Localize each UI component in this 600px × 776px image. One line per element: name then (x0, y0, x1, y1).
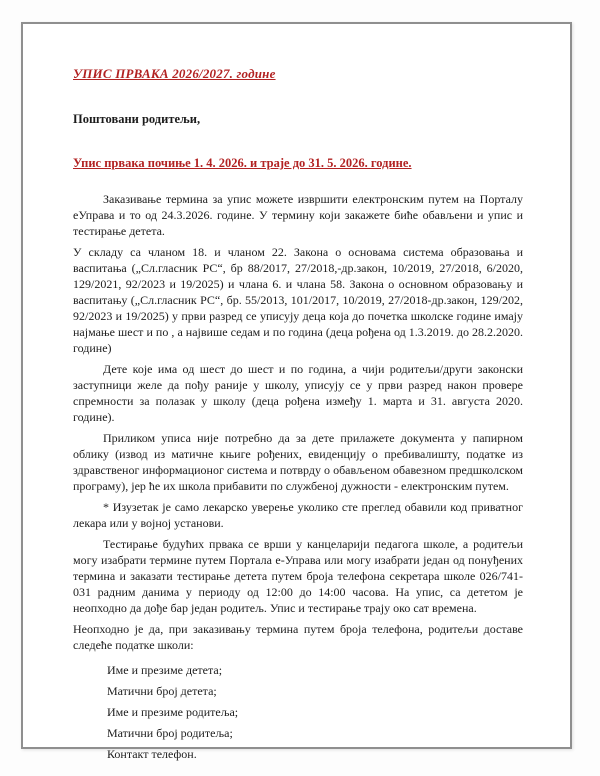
enrollment-period-highlight: Упис првака почиње 1. 4. 2026. и траје до 31. 5. 2026. године. (73, 156, 412, 170)
document-title: УПИС ПРВАКА 2026/2027. године (73, 66, 276, 81)
list-item-parent-name: Име и презиме родитеља; (107, 705, 239, 719)
document-page (21, 22, 572, 761)
paragraph-scheduling: Заказивање термина за упис можете извршити електронским путем на Порталу еУправа и то од 24.3.2026. године. У термину који закажете биће обављени и упис и тестирање детета. (73, 192, 523, 238)
list-item-child-name: Име и презиме детета; (107, 663, 223, 677)
list-item-parent-id-number: Матични број родитеља; (107, 726, 233, 740)
greeting-line: Поштовани родитељи, (73, 112, 201, 126)
paragraph-required-data-intro: Неопходно је да, при заказивању термина путем броја телефона, родитељи доставе следеће податке школи: (73, 622, 523, 652)
required-data-list (73, 662, 523, 762)
paragraph-early-enrollment: Дете које има од шест до шест и по година, а чији родитељи/други законски заступници желе да пођу раније у школу, уписују се у први разред након провере спремности за полазак у школу (деца рођена између 1. марта и 31. августа 2020. године). (73, 362, 523, 424)
paragraph-exception-note: * Изузетак је само лекарско уверење уколико сте преглед обавили код приватног лекара или у војној установи. (73, 500, 523, 530)
paragraph-law-reference: У складу са чланом 18. и чланом 22. Закона о основама система образовања и васпитања („Сл.гласник РС“, бр 88/2017, 27/2018,-др.закон, 10/2019, 27/2018, 6/2020, 129/2021, 92/2023 и 19/2025) и члана 6. и члана 58. Закона о основном образовању и васпитању („Сл.гласник РС“, бр. 55/2013, 101/2017, 10/2019, 27/2018-др.закон, 129/202, 92/2023 и 19/2025) у први разред се уписују деца која до почетка школске године имају најмање шест и по , а највише седам и по година (деца рођена од 1.3.2019. до 28.2.2020. године) (73, 245, 523, 355)
document-content (23, 24, 570, 762)
list-item-child-id-number: Матични број детета; (107, 684, 217, 698)
paragraph-no-paper-documents: Приликом уписа није потребно да за дете прилажете документа у папирном облику (извод из матичне књиге рођених, евиденцију о пребивалишту, податке из здравственог информационог система и потврду о обављеном обавезном предшколском програму), јер ће их школа прибавити по службеној дужности - електронским путем. (73, 431, 523, 493)
paragraph-testing-info: Тестирање будућих првака се врши у канцеларији педагога школе, а родитељи могу изабрати термине путем Портала е-Управа или могу изабрати један од понуђених термина и заказати тестирање детета путем броја телефона секретара школе 026/741-031 радним данима у периоду од 12:00 до 14:00 часова. На упис, са дететом је неопходно да дође бар један родитељ. Упис и тестирање трају око сат времена. (73, 537, 523, 615)
list-item-contact-phone: Контакт телефон. (107, 747, 197, 761)
